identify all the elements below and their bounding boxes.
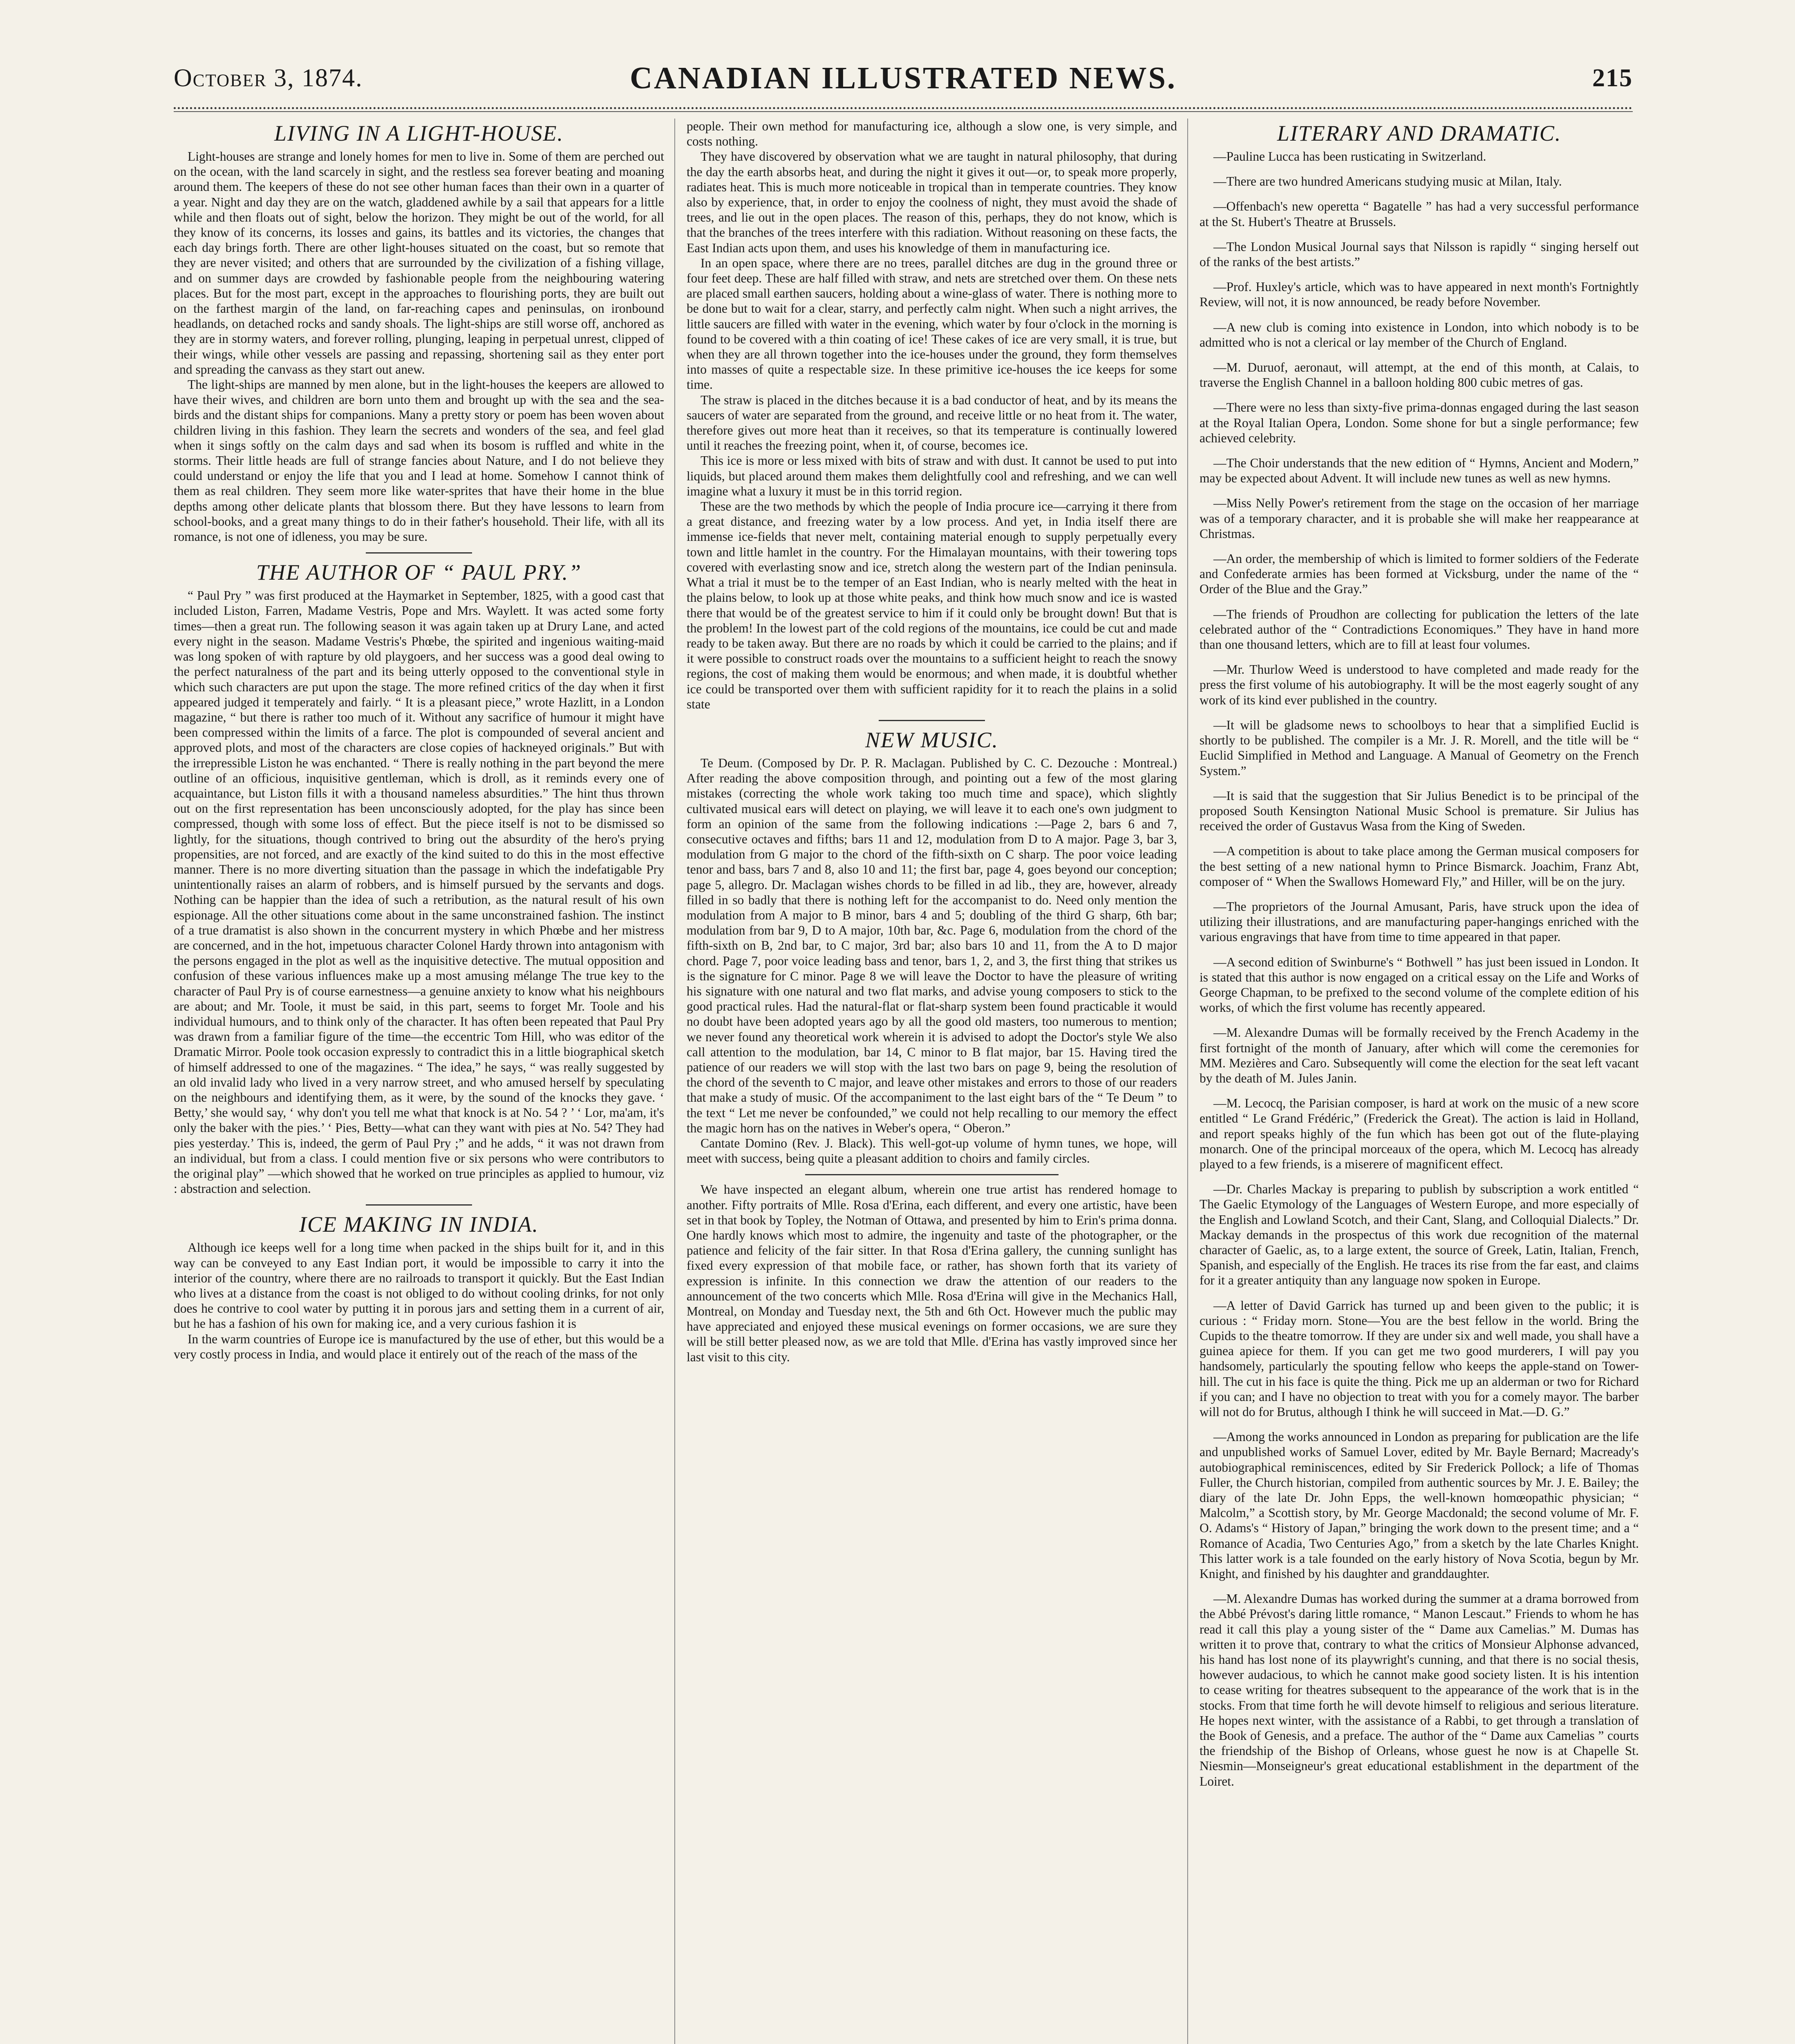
section-divider [366, 1204, 472, 1206]
masthead-rule [174, 111, 1633, 112]
news-item: —M. Alexandre Dumas will be formally received by the French Academy in the first fortnight of the month of January, after which will come the ceremonies for MM. Mezières and Caro. Subsequently will come the election for the seat left vacant by the death of M. Jules Janin. [1200, 1025, 1639, 1085]
news-item: —It will be gladsome news to schoolboys to hear that a simplified Euclid is shortly to be published. The compiler is a Mr. J. R. Morell, and the title will be “ Euclid Simplified in Method and Language. A Manual of Geometry on the French System.” [1200, 717, 1639, 778]
news-item: —The friends of Proudhon are collecting for publication the letters of the late celebrated author of the “ Contradictions Economiques.” They have in hand more than one thousand letters, which are to fill at least four volumes. [1200, 607, 1639, 652]
masthead [174, 57, 1633, 119]
section-divider [805, 1174, 1059, 1175]
literary-dramatic-heading: LITERARY AND DRAMATIC. [1277, 121, 1562, 146]
column-1 [174, 119, 664, 2044]
article-paragraph: The light-ships are manned by men alone, but in the light-houses the keepers are allowed to have their wives, and children are born unto them and brought up with the sea and the sea-birds and the distant ships for companions. Many a pretty story or poem has been woven about children living in this fashion. They learn the secrets and wonders of the sea, and feel glad when it sings softly on the calm days and sad when its bosom is ruffled and white in the storms. Their little heads are full of strange fancies about Nature, and I do not believe they could understand or enjoy the life that you and I lead at home. Somehow I cannot think of them as real children. They seem more like water-sprites that have their home in the blue depths among other delicate plants that blossom there. But they have lessons to learn from school-books, and a great many things to do in their father's household. Their life, with all its romance, is not one of idleness, you may be sure. [174, 377, 664, 544]
news-item: —The Choir understands that the new edition of “ Hymns, Ancient and Modern,” may be expected about Advent. It will include new tunes as well as new hymns. [1200, 456, 1639, 486]
news-item: —It is said that the suggestion that Sir Julius Benedict is to be principal of the proposed South Kensington National Music School is premature. Sir Julius has received the order of Gustavus Wasa from the King of Sweden. [1200, 788, 1639, 834]
article-paragraph: These are the two methods by which the people of India procure ice—carrying it there from a great distance, and freezing water by a low process. And yet, in India itself there are immense ice-fields that never melt, containing material enough to supply perpetually every town and little hamlet in the country. For the Himalayan mountains, with their towering tops covered with everlasting snow and ice, stretch along the western part of the Indian peninsula. What a trial it must be to the temper of an East Indian, who is nearly melted with the heat in the plains below, to look up at those white peaks, and think how much snow and ice is wasted there that would be of the greatest service to him if it could only be brought down! But that is the problem! In the lowest part of the cold regions of the mountains, ice could be cut and made ready to be taken away. But there are no roads by which it could be carried to the plains; and if it were possible to construct roads over the mountains to a sufficient height to reach the snowy regions, the cost of making them would be enormous; and when made, it is doubtful whether ice could be transported over them with sufficient rapidity for it to reach the plains in a solid state [687, 499, 1177, 711]
masthead-dotted-rule [174, 107, 1633, 109]
news-item: —Dr. Charles Mackay is preparing to publish by subscription a work entitled “ The Gaelic Etymology of the Languages of Western Europe, and more especially of the English and Lowland Scotch, and their Cant, Slang, and Colloquial Dialects.” Dr. Mackay demands in the prospectus of this work due recognition of the maternal character of Gaelic, as, to a large extent, the source of Greek, Latin, Italian, French, Spanish, and especially of the English. He traces its rise from the far east, and claims for it a greater antiquity than any language now spoken in Europe. [1200, 1182, 1639, 1288]
column-divider-1 [674, 119, 675, 2044]
article-paragraph: In the warm countries of Europe ice is manufactured by the use of ether, but this would be a very costly process in India, and would place it entirely out of the reach of the mass of the [174, 1331, 664, 1361]
news-item: —M. Duruof, aeronaut, will attempt, at the end of this month, at Calais, to traverse the English Channel in a balloon holding 800 cubic metres of gas. [1200, 360, 1639, 390]
article-paragraph: Cantate Domino (Rev. J. Black). This well-got-up volume of hymn tunes, we hope, will meet with success, being quite a pleasant addition to choirs and family circles. [687, 1136, 1177, 1166]
news-item: —Pauline Lucca has been rusticating in Switzerland. [1213, 149, 1486, 164]
column-2 [687, 119, 1177, 2044]
news-item: —A new club is coming into existence in London, into which nobody is to be admitted who is not a clerical or lay member of the Church of England. [1200, 320, 1639, 350]
lighthouse-heading: LIVING IN A LIGHT-HOUSE. [274, 121, 564, 146]
news-item: —There were no less than sixty-five prima-donnas engaged during the last season at the Royal Italian Opera, London. Some shone for but a single performance; few achieved celebrity. [1200, 400, 1639, 445]
article-paragraph: This ice is more or less mixed with bits of straw and with dust. It cannot be used to put into liquids, but placed around them makes them delightfully cool and refreshing, and we can well imagine what a luxury it must be in this torrid region. [687, 453, 1177, 498]
news-item: —The proprietors of the Journal Amusant, Paris, have struck upon the idea of utilizing their illustrations, and are manufacturing paper-hangings enriched with the various engravings that have from time to time appeared in that paper. [1200, 899, 1639, 944]
new-music-heading: NEW MUSIC. [865, 727, 998, 752]
news-item: —There are two hundred Americans studying music at Milan, Italy. [1213, 174, 1562, 189]
news-item: —A competition is about to take place among the German musical composers for the best setting of a new national hymn to Prince Bismarck. Joachim, Franz Abt, composer of “ When the Swallows Homeward Fly,” and Hiller, will be on the jury. [1200, 844, 1639, 889]
article-paragraph: Although ice keeps well for a long time when packed in the ships built for it, and in this way can be conveyed to any East Indian port, it would be impossible to carry it into the interior of the country, where there are no railroads to transport it quickly. But the East Indian who lives at a distance from the coast is not obliged to do without cooling drinks, for not only does he contrive to cool water by putting it in porous jars and setting them in a current of air, but he has a fashion of his own for making ice, and a very curious fashion it is [174, 1240, 664, 1331]
news-item: —M. Alexandre Dumas has worked during the summer at a drama borrowed from the Abbé Prévost's daring little romance, “ Manon Lescaut.” Friends to whom he has read it call this play a young sister of the “ Dame aux Camelias.” M. Dumas has written it to prove that, contrary to what the critics of Monsieur Alphonse advanced, his hand has lost none of its playwright's cunning, and that there is no social thesis, however audacious, to which he cannot make good society listen. It is his intention to cease writing for theatres subsequent to the appearance of the work that is in the stocks. From that time forth he will devote himself to religious and serious literature. He hopes next winter, with the assistance of a Rabbi, to get through a translation of the Book of Genesis, and a preface. The author of the “ Dame aux Camelias ” courts the friendship of the Bishop of Orleans, whose guest he now is at Chapelle St. Niesmin—Monseigneur's great educational establishment in the department of the Loiret. [1200, 1591, 1639, 1788]
article-paragraph: people. Their own method for manufacturing ice, although a slow one, is very simple, and costs nothing. [687, 119, 1177, 149]
news-item: —Miss Nelly Power's retirement from the stage on the occasion of her marriage was of a temporary character, and it is probable she will make her reappearance at Christmas. [1200, 496, 1639, 541]
issue-date: October 3, 1874. [174, 64, 363, 92]
article-paragraph: The straw is placed in the ditches because it is a bad conductor of heat, and by its means the saucers of water are separated from the ground, and receive little or no heat from it. The water, therefore gives out more heat than it receives, so that its temperature is continually lowered until it reaches the freezing point, when it, of course, becomes ice. [687, 392, 1177, 453]
news-item: —A letter of David Garrick has turned up and been given to the public; it is curious : “ Friday morn. Stone—You are the best fellow in the world. Bring the Cupids to the theatre tomorrow. If they are under six and well made, you shall have a guinea apiece for them. If you can get me two good murderers, I will pay you handsomely, particularly the spouting fellow who keeps the apple-stand on Tower-hill. The cut in his face is quite the thing. Pick me up an alderman or two for Richard if you can; and I have no objection to treat with you for a comely mayor. The barber will not do for Brutus, although I think he will succeed in Mat.—D. G.” [1200, 1298, 1639, 1419]
column-divider-2 [1187, 119, 1188, 2044]
article-paragraph: Light-houses are strange and lonely homes for men to live in. Some of them are perched out on the ocean, with the land scarcely in sight, and the restless sea forever beating and moaning around them. The keepers of these do not see other human faces than their own in a quarter of a year. Night and day they are on the watch, gladdened awhile by a sail that appears for a little while and then floats out of sight, below the horizon. They might be out of the world, for all they know of its concerns, its losses and gains, its battles and its victories, the changes that each day brings forth. There are other light-houses situated on the coast, but so remote that they are never visited; and others that are surrounded by the civilization of a fishing village, and on summer days are crowded by fashionable people from the neighbouring watering places. But for the most part, except in the approaches to flourishing ports, they are built out on the farthest margin of the land, on far-reaching capes and peninsulas, on ironbound headlands, on detached rocks and sandy shoals. The light-ships are still worse off, anchored as they are in stormy waters, and forever rolling, plunging, leaping in perpetual unrest, clipped of their wings, while other vessels are passing and repassing, shortening sail as they enter port and spreading the canvass as they start out anew. [174, 149, 664, 377]
news-item: —Among the works announced in London as preparing for publication are the life and unpublished works of Samuel Lover, edited by Mr. Bayle Bernard; Macready's autobiographical reminiscences, edited by Sir Frederick Pollock; a life of Thomas Fuller, the Church historian, compiled from authentic sources by Mr. J. E. Bailey; the diary of the late Dr. John Epps, the well-known homœopathic physician; “ Malcolm,” a Scottish story, by Mr. George Macdonald; the second volume of Mr. F. O. Adams's “ History of Japan,” bringing the work down to the present time; and a “ Romance of Acadia, Two Centuries Ago,” from a sketch by the late Charles Knight. This latter work is a tale founded on the early history of Nova Scotia, begun by Mr. Knight, and finished by his daughter and granddaughter. [1200, 1430, 1639, 1581]
article-paragraph: We have inspected an elegant album, wherein one true artist has rendered homage to another. Fifty portraits of Mlle. Rosa d'Erina, each different, and every one artistic, have been set in that book by Topley, the Notman of Ottawa, and presented by him to Erin's prima donna. One hardly knows which most to admire, the ingenuity and taste of the photographer, or the patience and felicity of the fair sitter. In that Rosa d'Erina gallery, the cunning sunlight has fixed every expression of that mobile face, or rather, has shown forth that its variety of expression is infinite. In this connection we draw the attention of our readers to the announcement of the two concerts which Mlle. Rosa d'Erina will give in the Mechanics Hall, Montreal, on Monday and Tuesday next, the 5th and 6th Oct. However much the public may have appreciated and enjoyed these musical evenings on former occasions, we are sure they will be still better pleased now, as we are told that Mlle. d'Erina has vastly improved since her last visit to this city. [687, 1182, 1177, 1364]
article-paragraph: They have discovered by observation what we are taught in natural philosophy, that during the day the earth absorbs heat, and during the night it gives it out—or, to speak more properly, radiates heat. This is much more noticeable in tropical than in temperate countries. They know also by experience, that, in order to enjoy the coolness of night, they must avoid the shade of trees, and lie out in the open places. The reason of this, perhaps, they do not know, which is that the branches of the trees interfere with this radiation. Without reasoning on these facts, the East Indian acts upon them, and uses his knowledge of them in manufacturing ice. [687, 149, 1177, 255]
news-item: —Mr. Thurlow Weed is understood to have completed and made ready for the press the first volume of his autobiography. It will be the most eagerly sought of any work of its kind ever published in the country. [1200, 662, 1639, 707]
column-3 [1200, 119, 1639, 2044]
news-items-list [1200, 149, 1639, 1789]
news-item: —Offenbach's new operetta “ Bagatelle ” has had a very successful performance at the St. Hubert's Theatre at Brussels. [1200, 199, 1639, 229]
newspaper-title: CANADIAN ILLUSTRATED NEWS. [630, 61, 1177, 95]
paul-pry-heading: THE AUTHOR OF “ PAUL PRY.” [256, 560, 582, 585]
article-paragraph: In an open space, where there are no trees, parallel ditches are dug in the ground three or four feet deep. These are half filled with straw, and nets are stretched over them. On these nets are placed small earthen saucers, holding about a wine-glass of water. There is nothing more to be done but to wait for a clear, starry, and perfectly calm night. When such a night arrives, the little saucers are filled with water in the evening, which water by four o'clock in the morning is found to be covered with a thin coating of ice! These cakes of ice are very small, it is true, but when they are all thrown together into the ice-houses under the ground, they form themselves into masses of quite a respectable size. In these primitive ice-houses the ice keeps for some time. [687, 256, 1177, 392]
news-item: —The London Musical Journal says that Nilsson is rapidly “ singing herself out of the ranks of the best artists.” [1200, 239, 1639, 269]
news-item: —M. Lecocq, the Parisian composer, is hard at work on the music of a new score entitled “ Le Grand Frédéric,” (Frederick the Great). The action is laid in Holland, and report speaks highly of the fun which has been got out of the flute-playing monarch. One of the principal morceaux of the opera, which M. Lecocq has already played to a few friends, is a miserere of magnificent effect. [1200, 1096, 1639, 1171]
article-paragraph: “ Paul Pry ” was first produced at the Haymarket in September, 1825, with a good cast that included Liston, Farren, Madame Vestris, Pope and Mrs. Waylett. It was acted some forty times—then a great run. The following season it was again taken up at Drury Lane, and acted every night in the season. Madame Vestris's Phœbe, the spirited and ingenious waiting-maid was long spoken of with rapture by old playgoers, and her success was a good deal owing to the perfect naturalness of the part and its being utterly opposed to the conventional style in which such characters are put upon the stage. The more refined critics of the day when it first appeared judged it temperately and fairly. “ It is a pleasant piece,” wrote Hazlitt, in a London magazine, “ but there is rather too much of it. Without any sacrifice of humour it might have been compressed within the limits of a farce. The plot is compounded of several ancient and approved plots, and most of the characters are close copies of hackneyed originals.” But with the irrepressible Liston he was enchanted. “ There is really nothing in the part beyond the mere outline of an officious, inquisitive gentleman, which is droll, as it reminds every one of acquaintance, but Liston fills it with a thousand nameless absurdities.” The hint thus thrown out on the first representation has been unconsciously adopted, for the play has since been compressed, though with some loss of effect. But the piece itself is not to be dismissed so lightly, for the situations, though contrived to bring out the absurdity of the hero's prying propensities, are not forced, and are exactly of the kind suited to do this in the most effective manner. There is no more diverting situation than the passage in which the indefatigable Pry unintentionally raises an alarm of robbers, and is himself pursued by the servants and dogs. Nothing can be happier than the idea of such a retribution, as the natural result of his own espionage. All the other situations come about in the same unconstrained fashion. The instinct of a true dramatist is also shown in the concurrent mystery in which Phœbe and her mistress are concerned, and in the hot, impetuous character Colonel Hardy thrown into antagonism with the persons engaged in the plot as well as the inquisitive detective. The mutual opposition and confusion of these various influences make up a most amusing mélange The true key to the character of Paul Pry is of course earnestness—a genuine anxiety to know what his neighbours are about; and Mr. Toole, it must be said, in this part, seems to forget Mr. Toole and his individual humours, and to think only of the character. It has often been repeated that Paul Pry was drawn from a familiar figure of the time—the eccentric Tom Hill, who was editor of the Dramatic Mirror. Poole took occasion expressly to contradict this in a little biographical sketch of himself addressed to one of the magazines. “ The idea,” he says, “ was really suggested by an old invalid lady who lived in a very narrow street, and who amused herself by speculating on the neighbours and identifying them, as it were, by the sound of the knocks they gave. ‘ Betty,’ she would say, ‘ why don't you tell me what that knock is at No. 54 ? ’ ‘ Lor, ma'am, it's only the baker with the pies.’ ‘ Pies, Betty—what can they want with pies at No. 54? They had pies yesterday.’ This is, indeed, the germ of Paul Pry ;” and he adds, “ it was not drawn from an individual, but from a class. I could mention five or six persons who were contributors to the original play” —which showed that he worked on true principles as applied to humour, viz : abstraction and selection. [174, 588, 664, 1196]
section-divider [366, 552, 472, 554]
news-item: —An order, the membership of which is limited to former soldiers of the Federate and Confederate armies has been formed at Vicksburg, under the name of the “ Order of the Blue and the Gray.” [1200, 551, 1639, 596]
news-item: —Prof. Huxley's article, which was to have appeared in next month's Fortnightly Review, will not, it is now announced, be ready before November. [1200, 280, 1639, 309]
article-paragraph: Te Deum. (Composed by Dr. P. R. Maclagan. Published by C. C. Dezouche : Montreal.) After reading the above composition through, and pointing out a few of the most glaring mistakes (correcting the whole work taking too much time and space), which slightly cultivated musical ears will detect on playing, we will leave it to each one's own judgment to form an opinion of the same from the following indications :—Page 2, bars 6 and 7, consecutive octaves and fifths; bars 11 and 12, modulation from D to A major. Page 3, bar 3, modulation from G major to the chord of the fifth-sixth on C sharp. The poor voice leading tenor and bass, bars 7 and 8, also 10 and 11; the first bar, page 4, goes beyond our conception; page 5, allegro. Dr. Maclagan wishes chords to be filled in ad lib., they are, however, already filled in so badly that there is nothing left for the accompanist to do. Need only mention the modulation from A major to B minor, bars 4 and 5; doubling of the third G sharp, 6th bar; modulation from bar 9, D to A major, 10th bar, &c. Page 6, modulation from the chord of the fifth-sixth on B, 2nd bar, to C major, 3rd bar; also bars 10 and 11, from the A to D major chord. Page 7, poor voice leading bass and tenor, bars 1, 2, and 3, the first thing that strikes us is the signature for C minor. Page 8 we will leave the Doctor to have the pleasure of writing his signature with one natural and two flat marks, and advise young composers to stick to the good practical rules. Had the natural-flat or flat-sharp system been found practicable it would no doubt have been adopted years ago by all the good old masters, too numerous to mention; we never found any theoretical work wherein it is advised to adopt the Doctor's style We also call attention to the modulation, bar 14, C minor to B flat major, bar 15. Having tired the patience of our readers we will stop with the last two bars on page 9, being the resolution of the chord of the seventh to C major, and leave other mistakes and errors to those of our readers that make a study of music. Of the accompaniment to the last eight bars of the “ Te Deum ” to the text “ Let me never be confounded,” we could not help recalling to our memory the effect the magic horn has on the natives in Weber's opera, “ Oberon.” [687, 755, 1177, 1135]
section-divider [879, 720, 985, 721]
page-number: 215 [1592, 64, 1633, 92]
news-item: —A second edition of Swinburne's “ Bothwell ” has just been issued in London. It is stated that this author is now engaged on a critical essay on the Life and Works of George Chapman, to be prefixed to the second volume of the complete edition of his works, of which the first volume has recently appeared. [1200, 955, 1639, 1015]
ice-making-heading: ICE MAKING IN INDIA. [299, 1212, 539, 1237]
